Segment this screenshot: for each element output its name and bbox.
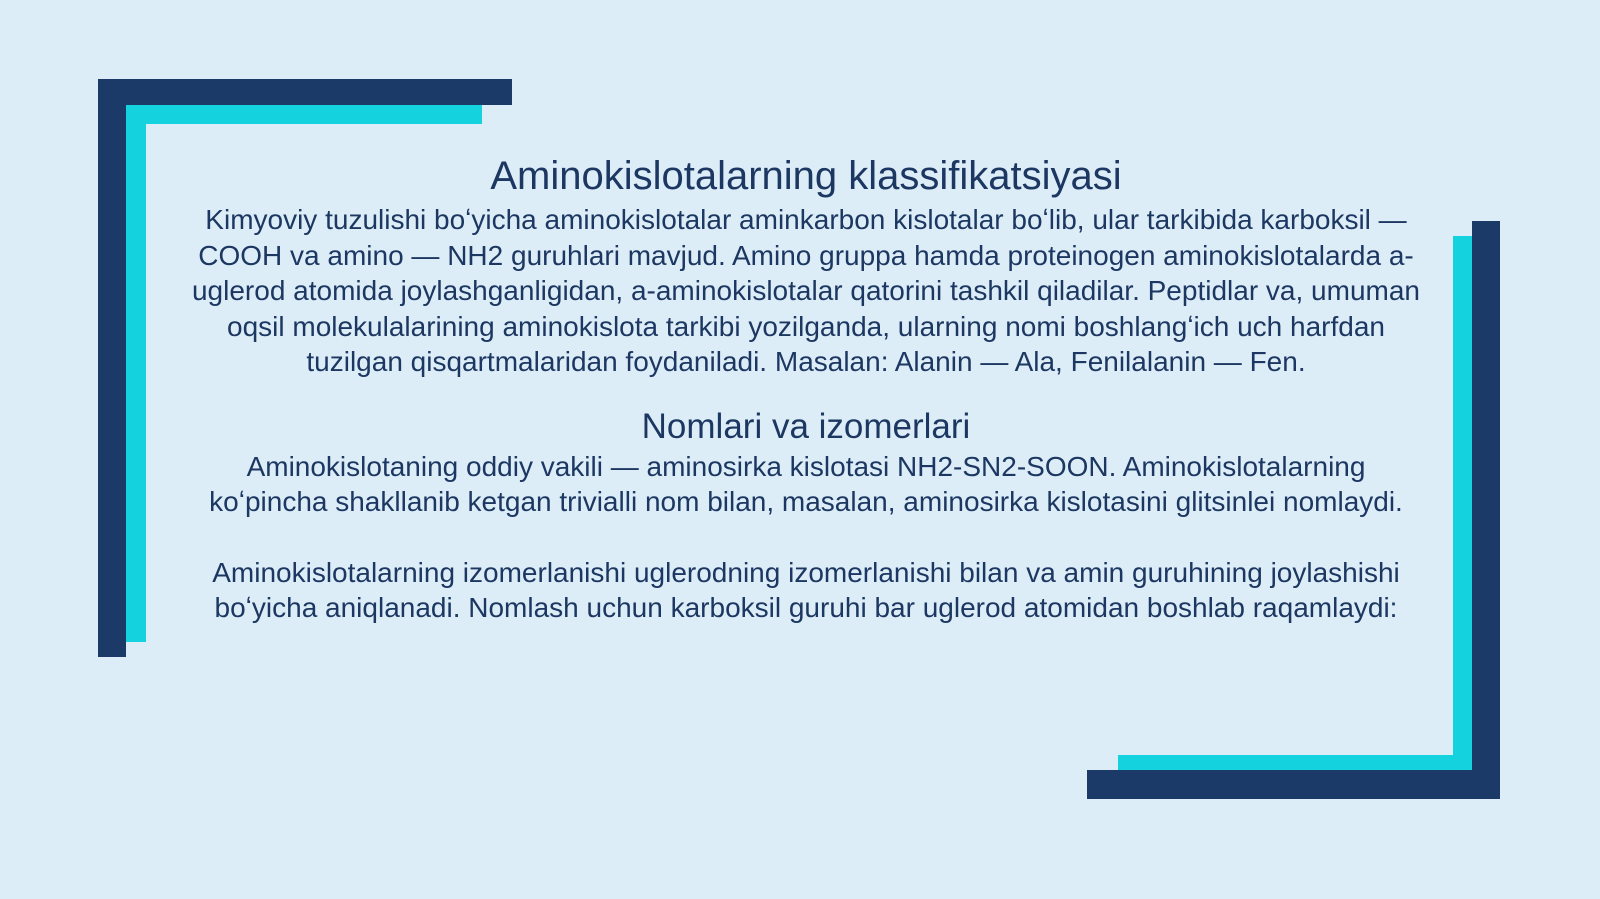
isomers-paragraph: Aminokislotalarning izomerlanishi uglerodning izomerlanishi bilan va amin guruhining joylashishi boʻyicha aniqlanadi. Nomlash uchun karboksil guruhi bar uglerod atomidan boshlab raqamlaydi: <box>212 556 1400 623</box>
frame-bottom-right-navy-vertical <box>1472 221 1500 799</box>
frame-top-left-navy-vertical <box>98 79 126 657</box>
frame-top-left-navy-horizontal <box>98 79 512 105</box>
frame-top-left-cyan-horizontal <box>126 105 482 124</box>
frame-top-left-cyan-vertical <box>126 105 146 642</box>
slide-title: Aminokislotalarning klassifikatsiyasi <box>490 154 1122 198</box>
frame-bottom-right-cyan-horizontal <box>1118 755 1472 770</box>
names-paragraph: Aminokislotaning oddiy vakili — aminosirka kislotasi NH2-SN2-SOON. Aminokislotalarning koʻpincha shakllanib ketgan trivialli nom bilan, masalan, aminosirka kislotasini glitsinlei nomlaydi. <box>209 450 1403 517</box>
section-subtitle: Nomlari va izomerlari <box>641 406 971 446</box>
classification-paragraph: Kimyoviy tuzulishi boʻyicha aminokislotalar aminkarbon kislotalar boʻlib, ular tarkibida karboksil — COOH va amino — NH2 guruhlari mavjud. Amino gruppa hamda proteinogen aminokislotalarda a-uglerod atomida joylashganligidan, a-aminokislotalar qatorini tashkil qiladilar. Peptidlar va, umuman oqsil molekulalarining aminokislota tarkibi yozilganda, ularning nomi boshlangʻich uch harfdan tuzilgan qisqartmalaridan foydaniladi. Masalan: Alanin — Ala, Fenilalanin — Fen. <box>191 204 1420 377</box>
frame-bottom-right-cyan-vertical <box>1453 236 1472 770</box>
frame-bottom-right-navy-horizontal <box>1087 770 1500 799</box>
slide-content <box>190 150 1422 626</box>
